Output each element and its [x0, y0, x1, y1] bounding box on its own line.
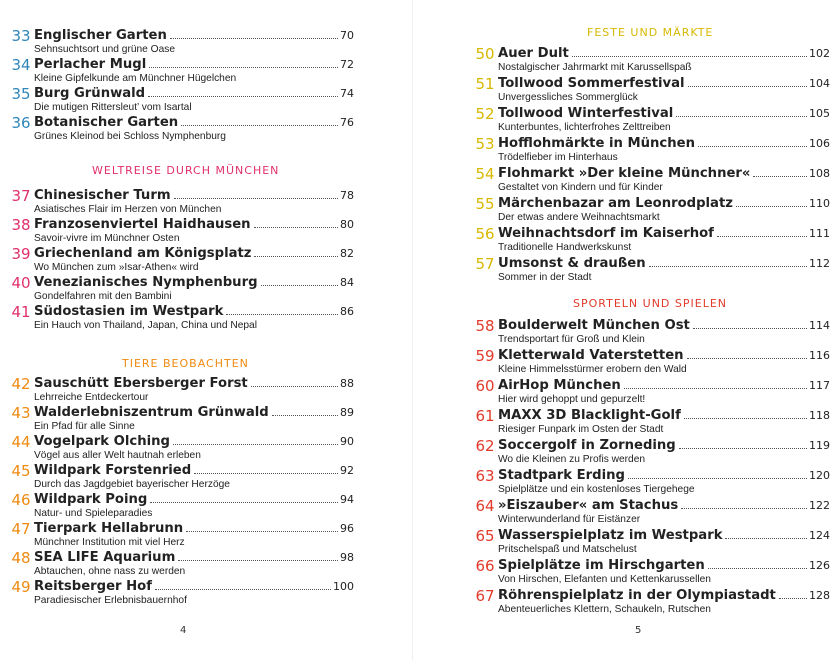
leader-dots	[717, 236, 807, 237]
entry-number: 38	[11, 216, 31, 234]
entry-number: 43	[11, 404, 31, 422]
entry-subtitle: Abenteuerliches Klettern, Schaukeln, Rutschen	[498, 604, 711, 615]
leader-dots	[272, 415, 338, 416]
entry-page: 102	[809, 47, 830, 60]
entry-title: Flohmarkt »Der kleine Münchner«	[498, 166, 751, 181]
entry-subtitle: Grünes Kleinod bei Schloss Nymphenburg	[34, 131, 226, 142]
entry-page: 126	[809, 559, 830, 572]
leader-dots	[684, 418, 807, 419]
entry-page: 90	[340, 435, 354, 448]
left-page	[0, 0, 412, 660]
leader-dots	[251, 386, 338, 387]
entry-page: 74	[340, 87, 354, 100]
entry-page: 119	[809, 439, 830, 452]
entry-number: 42	[11, 375, 31, 393]
entry-subtitle: Der etwas andere Weihnachtsmarkt	[498, 212, 660, 223]
toc-entry-58[interactable]	[470, 317, 830, 347]
toc-entry-62[interactable]	[470, 437, 830, 467]
entry-title: Röhrenspielplatz in der Olympiastadt	[498, 588, 776, 603]
toc-entry-52[interactable]	[470, 105, 830, 135]
entry-page: 88	[340, 377, 354, 390]
leader-dots	[254, 227, 338, 228]
toc-entry-57[interactable]	[470, 255, 830, 285]
leader-dots	[628, 478, 807, 479]
entry-title: »Eiszauber« am Stachus	[498, 498, 679, 513]
leader-dots	[753, 176, 807, 177]
leader-dots	[693, 328, 807, 329]
entry-subtitle: Hier wird gehoppt und gepurzelt!	[498, 394, 646, 405]
entry-number: 33	[11, 27, 31, 45]
entry-number: 54	[475, 165, 495, 183]
toc-entry-35[interactable]	[6, 85, 354, 115]
entry-title: Tierpark Hellabrunn	[34, 521, 184, 536]
entry-number: 57	[475, 255, 495, 273]
entry-number: 53	[475, 135, 495, 153]
entry-title: Märchenbazar am Leonrodplatz	[498, 196, 733, 211]
entry-page: 122	[809, 499, 830, 512]
toc-entry-61[interactable]	[470, 407, 830, 437]
entry-title: Wildpark Forstenried	[34, 463, 192, 478]
entry-title: Franzosenviertel Haidhausen	[34, 217, 251, 232]
entry-title: Botanischer Garten	[34, 115, 179, 130]
leader-dots	[708, 568, 807, 569]
entry-number: 52	[475, 105, 495, 123]
entry-number: 47	[11, 520, 31, 538]
entry-subtitle: Gondelfahren mit den Bambini	[34, 291, 172, 302]
entry-page: 72	[340, 58, 354, 71]
leader-dots	[649, 266, 807, 267]
entry-page: 105	[809, 107, 830, 120]
toc-entry-40[interactable]	[6, 274, 354, 304]
toc-entry-60[interactable]	[470, 377, 830, 407]
entry-number: 56	[475, 225, 495, 243]
section-heading-sport: SPORTELN UND SPIELEN	[573, 297, 728, 310]
leader-dots	[261, 285, 338, 286]
entry-number: 49	[11, 578, 31, 596]
entry-title: Kletterwald Vaterstetten	[498, 348, 684, 363]
toc-entry-63[interactable]	[470, 467, 830, 497]
entry-title: Wildpark Poing	[34, 492, 148, 507]
leader-dots	[173, 444, 338, 445]
entry-page: 80	[340, 218, 354, 231]
page-number-left: 4	[180, 625, 187, 636]
entry-page: 128	[809, 589, 830, 602]
toc-entry-56[interactable]	[470, 225, 830, 255]
leader-dots	[736, 206, 807, 207]
entry-subtitle: Traditionelle Handwerkskunst	[498, 242, 632, 253]
toc-entry-66[interactable]	[470, 557, 830, 587]
entry-page: 112	[809, 257, 830, 270]
entry-title: SEA LIFE Aquarium	[34, 550, 176, 565]
entry-title: Sauschütt Ebersberger Forst	[34, 376, 248, 391]
entry-page: 120	[809, 469, 830, 482]
entry-number: 44	[11, 433, 31, 451]
entry-page: 96	[340, 522, 354, 535]
leader-dots	[679, 448, 807, 449]
entry-subtitle: Riesiger Funpark im Osten der Stadt	[498, 424, 664, 435]
entry-subtitle: Gestaltet von Kindern und für Kinder	[498, 182, 663, 193]
entry-number: 66	[475, 557, 495, 575]
entry-title: Englischer Garten	[34, 28, 167, 43]
leader-dots	[687, 358, 807, 359]
entry-title: Tollwood Winterfestival	[498, 106, 674, 121]
toc-entry-47[interactable]	[6, 520, 354, 550]
entry-page: 94	[340, 493, 354, 506]
entry-page: 86	[340, 305, 354, 318]
entry-title: Spielplätze im Hirschgarten	[498, 558, 705, 573]
right-page	[413, 0, 830, 660]
entry-number: 41	[11, 303, 31, 321]
toc-entry-64[interactable]	[470, 497, 830, 527]
toc-entry-42[interactable]	[6, 375, 354, 405]
toc-entry-37[interactable]	[6, 187, 354, 217]
entry-title: Wasserspielplatz im Westpark	[498, 528, 723, 543]
toc-entry-48[interactable]	[6, 549, 354, 579]
leader-dots	[226, 314, 338, 315]
entry-number: 62	[475, 437, 495, 455]
toc-entry-46[interactable]	[6, 491, 354, 521]
toc-entry-45[interactable]	[6, 462, 354, 492]
entry-subtitle: Pritschelspaß und Matschelust	[498, 544, 637, 555]
leader-dots	[681, 508, 807, 509]
toc-entry-67[interactable]	[470, 587, 830, 617]
entry-number: 45	[11, 462, 31, 480]
entry-title: Umsonst & draußen	[498, 256, 646, 271]
entry-number: 65	[475, 527, 495, 545]
entry-subtitle: Wo München zum »Isar-Athen« wird	[34, 262, 199, 273]
entry-subtitle: Münchner Institution mit viel Herz	[34, 537, 185, 548]
leader-dots	[254, 256, 338, 257]
leader-dots	[688, 86, 807, 87]
entry-subtitle: Winterwunderland für Eistänzer	[498, 514, 641, 525]
toc-entry-51[interactable]	[470, 75, 830, 105]
toc-entry-49[interactable]	[6, 578, 354, 608]
entry-number: 50	[475, 45, 495, 63]
entry-subtitle: Asiatisches Flair im Herzen von München	[34, 204, 222, 215]
entry-subtitle: Paradiesischer Erlebnisbauernhof	[34, 595, 187, 606]
toc-entry-33[interactable]	[6, 27, 354, 57]
entry-title: Soccergolf in Zorneding	[498, 438, 676, 453]
entry-number: 34	[11, 56, 31, 74]
entry-number: 46	[11, 491, 31, 509]
entry-page: 117	[809, 379, 830, 392]
entry-subtitle: Ein Hauch von Thailand, Japan, China und Nepal	[34, 320, 257, 331]
toc-entry-54[interactable]	[470, 165, 830, 195]
entry-title: Venezianisches Nymphenburg	[34, 275, 258, 290]
entry-number: 59	[475, 347, 495, 365]
leader-dots	[181, 125, 338, 126]
entry-page: 92	[340, 464, 354, 477]
entry-page: 114	[809, 319, 830, 332]
entry-page: 111	[809, 227, 830, 240]
entry-subtitle: Sommer in der Stadt	[498, 272, 592, 283]
entry-title: Perlacher Mugl	[34, 57, 147, 72]
section-heading-weltreise: WELTREISE DURCH MÜNCHEN	[92, 164, 280, 177]
entry-page: 118	[809, 409, 830, 422]
entry-subtitle: Trendsportart für Groß und Klein	[498, 334, 645, 345]
leader-dots	[572, 56, 807, 57]
entry-subtitle: Trödelfieber im Hinterhaus	[498, 152, 618, 163]
entry-subtitle: Abtauchen, ohne nass zu werden	[34, 566, 186, 577]
entry-number: 51	[475, 75, 495, 93]
toc-entry-59[interactable]	[470, 347, 830, 377]
leader-dots	[725, 538, 807, 539]
entry-page: 100	[333, 580, 354, 593]
entry-page: 76	[340, 116, 354, 129]
toc-entry-36[interactable]	[6, 114, 354, 144]
leader-dots	[186, 531, 338, 532]
entry-subtitle: Vögel aus aller Welt hautnah erleben	[34, 450, 201, 461]
entry-subtitle: Spielplätze und ein kostenloses Tiergehege	[498, 484, 695, 495]
entry-title: Tollwood Sommerfestival	[498, 76, 685, 91]
leader-dots	[624, 388, 807, 389]
entry-subtitle: Kleine Gipfelkunde am Münchner Hügelchen	[34, 73, 237, 84]
leader-dots	[194, 473, 338, 474]
leader-dots	[676, 116, 807, 117]
toc-entry-39[interactable]	[6, 245, 354, 275]
entry-page: 116	[809, 349, 830, 362]
entry-page: 104	[809, 77, 830, 90]
entry-title: Südostasien im Westpark	[34, 304, 224, 319]
leader-dots	[170, 38, 338, 39]
entry-title: Hofflohmärkte in München	[498, 136, 695, 151]
entry-page: 98	[340, 551, 354, 564]
entry-title: Weihnachtsdorf im Kaiserhof	[498, 226, 714, 241]
entry-number: 55	[475, 195, 495, 213]
entry-title: MAXX 3D Blacklight-Golf	[498, 408, 681, 423]
entry-subtitle: Die mutigen Rittersleut’ vom Isartal	[34, 102, 192, 113]
entry-page: 70	[340, 29, 354, 42]
entry-subtitle: Unvergessliches Sommerglück	[498, 92, 638, 103]
toc-entry-44[interactable]	[6, 433, 354, 463]
entry-title: Reitsberger Hof	[34, 579, 152, 594]
entry-page: 82	[340, 247, 354, 260]
entry-page: 106	[809, 137, 830, 150]
entry-subtitle: Natur- und Spieleparadies	[34, 508, 153, 519]
entry-page: 84	[340, 276, 354, 289]
entry-number: 39	[11, 245, 31, 263]
entry-subtitle: Nostalgischer Jahrmarkt mit Karussellspaß	[498, 62, 692, 73]
entry-title: Auer Dult	[498, 46, 569, 61]
entry-subtitle: Savoir-vivre im Münchner Osten	[34, 233, 180, 244]
entry-number: 40	[11, 274, 31, 292]
leader-dots	[149, 67, 338, 68]
toc-entry-38[interactable]	[6, 216, 354, 246]
entry-number: 58	[475, 317, 495, 335]
leader-dots	[155, 589, 331, 590]
entry-subtitle: Sehnsuchtsort und grüne Oase	[34, 44, 176, 55]
leader-dots	[779, 598, 807, 599]
leader-dots	[174, 198, 338, 199]
entry-subtitle: Kunterbuntes, lichterfrohes Zelttreiben	[498, 122, 671, 133]
entry-subtitle: Lehrreiche Entdeckertour	[34, 392, 149, 403]
entry-subtitle: Durch das Jagdgebiet bayerischer Herzöge	[34, 479, 230, 490]
toc-entry-41[interactable]	[6, 303, 354, 333]
entry-number: 64	[475, 497, 495, 515]
entry-page: 89	[340, 406, 354, 419]
leader-dots	[178, 560, 338, 561]
entry-subtitle: Wo die Kleinen zu Profis werden	[498, 454, 646, 465]
toc-entry-34[interactable]	[6, 56, 354, 86]
entry-number: 67	[475, 587, 495, 605]
entry-title: Chinesischer Turm	[34, 188, 171, 203]
entry-title: Griechenland am Königsplatz	[34, 246, 252, 261]
entry-page: 124	[809, 529, 830, 542]
toc-entry-53[interactable]	[470, 135, 830, 165]
leader-dots	[150, 502, 338, 503]
entry-title: Stadtpark Erding	[498, 468, 625, 483]
toc-entry-50[interactable]	[470, 45, 830, 75]
entry-page: 110	[809, 197, 830, 210]
entry-number: 35	[11, 85, 31, 103]
entry-title: Walderlebniszentrum Grünwald	[34, 405, 269, 420]
entry-title: AirHop München	[498, 378, 621, 393]
leader-dots	[148, 96, 338, 97]
entry-title: Vogelpark Olching	[34, 434, 170, 449]
leader-dots	[698, 146, 807, 147]
entry-number: 60	[475, 377, 495, 395]
entry-page: 108	[809, 167, 830, 180]
entry-number: 63	[475, 467, 495, 485]
section-heading-tiere: TIERE BEOBACHTEN	[122, 357, 249, 370]
entry-number: 36	[11, 114, 31, 132]
entry-subtitle: Kleine Himmelsstürmer erobern den Wald	[498, 364, 687, 375]
entry-subtitle: Von Hirschen, Elefanten und Kettenkarussellen	[498, 574, 711, 585]
entry-title: Boulderwelt München Ost	[498, 318, 690, 333]
page-number-right: 5	[635, 625, 642, 636]
toc-entry-43[interactable]	[6, 404, 354, 434]
toc-entry-55[interactable]	[470, 195, 830, 225]
entry-page: 78	[340, 189, 354, 202]
entry-subtitle: Ein Pfad für alle Sinne	[34, 421, 135, 432]
entry-number: 48	[11, 549, 31, 567]
entry-number: 61	[475, 407, 495, 425]
toc-entry-65[interactable]	[470, 527, 830, 557]
section-heading-feste: FESTE UND MÄRKTE	[587, 26, 714, 39]
entry-number: 37	[11, 187, 31, 205]
entry-title: Burg Grünwald	[34, 86, 146, 101]
